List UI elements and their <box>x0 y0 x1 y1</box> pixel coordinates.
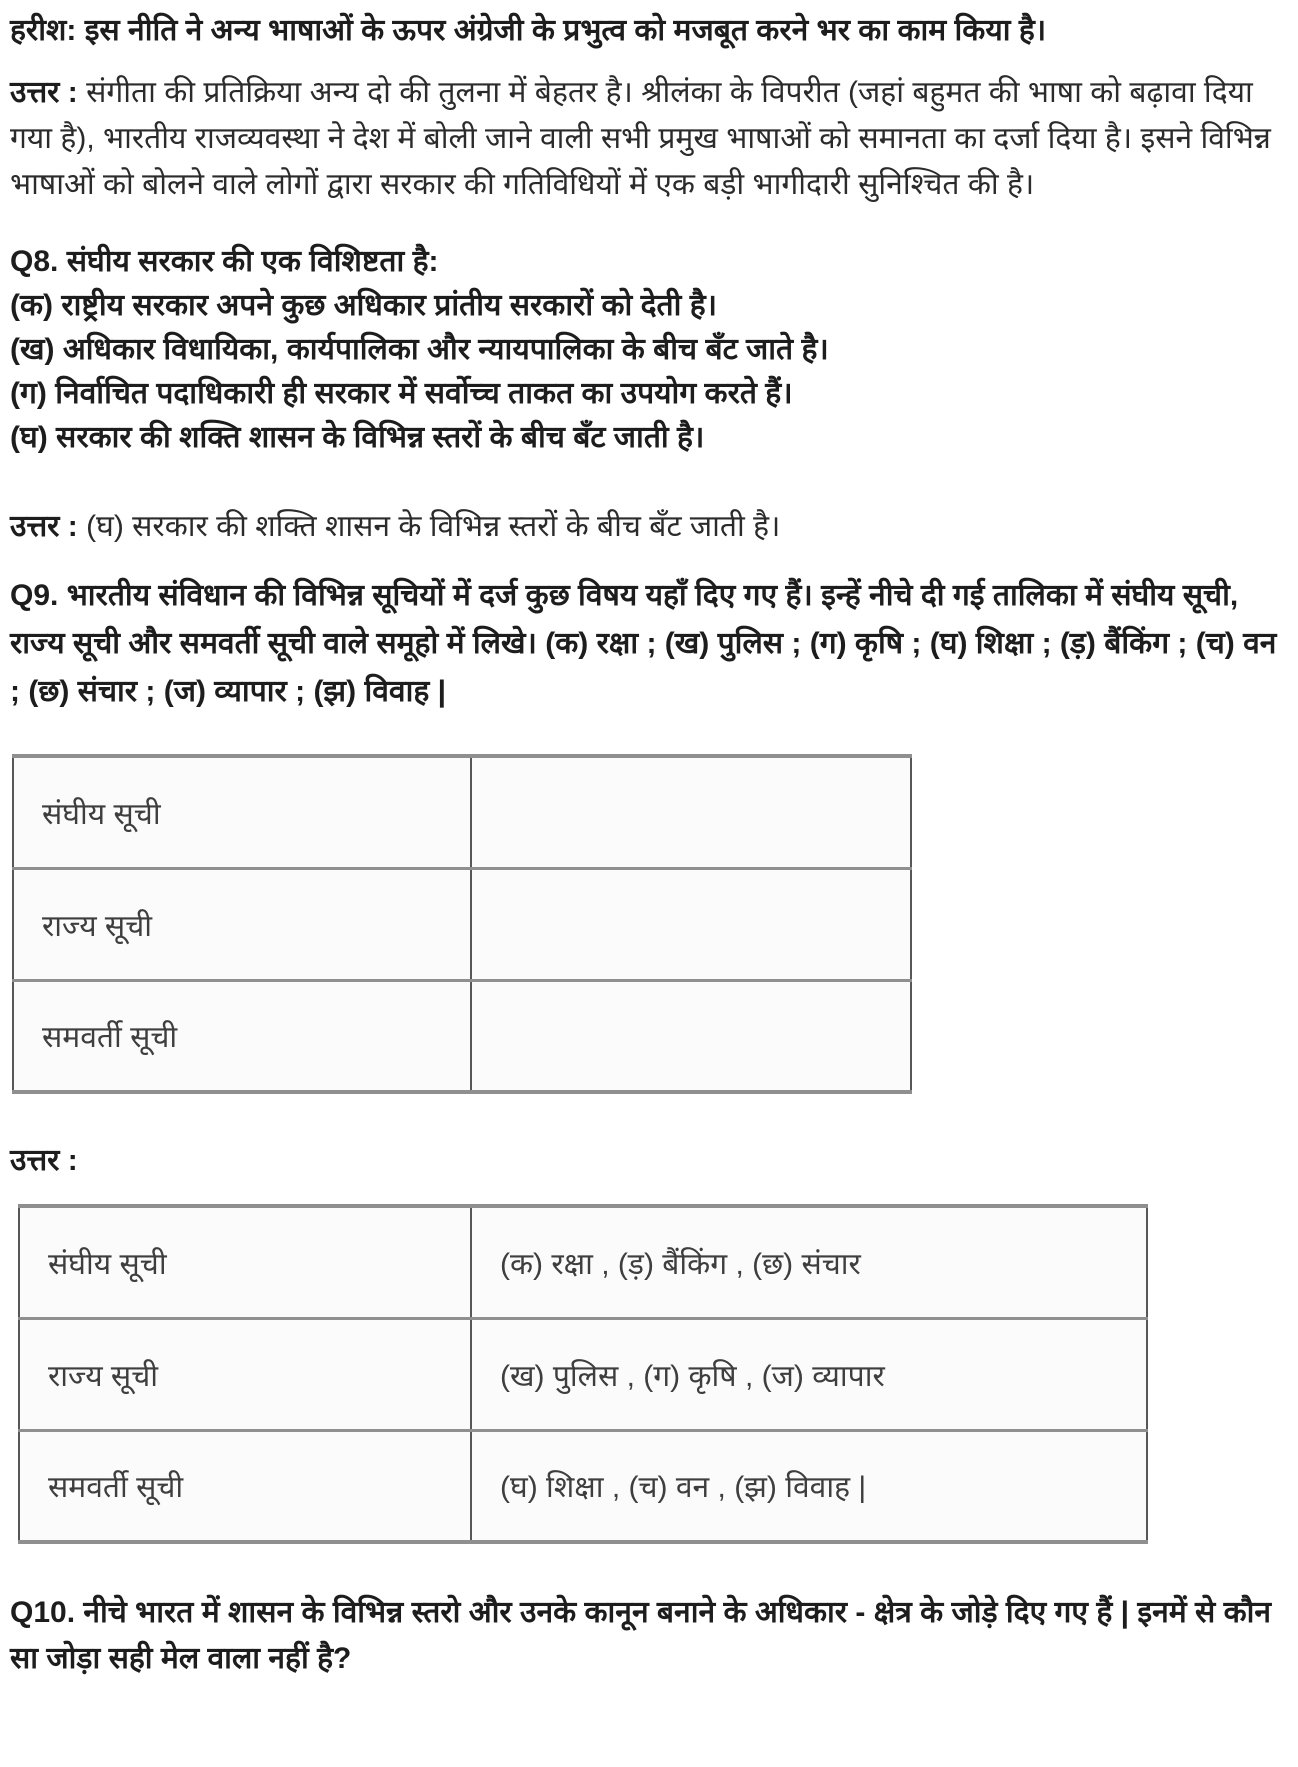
q9-question: Q9. भारतीय संविधान की विभिन्न सूचियों में दर्ज कुछ विषय यहाँ दिए गए हैं। इन्हें नीचे दी गई तालिका में संघीय सूची, राज्य सूची और समवर्ती सूची वाले समूहो में लिखे। (क) रक्षा ; (ख) पुलिस ; (ग) कृषि ; (घ) शिक्षा ; (ड़) बैंकिंग ; (च) वन ; (छ) संचार ; (ज) व्यापार ; (झ) विवाह | <box>10 579 1277 708</box>
q7-answer-text: संगीता की प्रतिक्रिया अन्य दो की तुलना में बेहतर है। श्रीलंका के विपरीत (जहां बहुमत की भाषा को बढ़ावा दिया गया है), भारतीय राजव्यवस्था ने देश में बोली जाने वाली सभी प्रमुख भाषाओं को समानता का दर्जा दिया है। इसने विभिन्न भाषाओं को बोलने वाले लोगों द्वारा सरकार की गतिविधियों में एक बड़ी भागीदारी सुनिश्चित की है। <box>10 76 1271 201</box>
q8-option-gha: (घ) सरकार की शक्ति शासन के विभिन्न स्तरों के बीच बँट जाती है। <box>10 421 705 454</box>
blank-table-empty-cell <box>471 980 911 1092</box>
blank-table-empty-cell <box>471 756 911 868</box>
q8-option-ka: (क) राष्ट्रीय सरकार अपने कुछ अधिकार प्रांतीय सरकारों को देती है। <box>10 289 718 322</box>
table-row <box>13 980 911 1092</box>
table-row <box>19 1430 1147 1542</box>
answer-table-row-label-federal-list: संघीय सूची <box>19 1206 471 1318</box>
harish-statement: हरीश: इस नीति ने अन्य भाषाओं के ऊपर अंग्रेजी के प्रभुत्व को मजबूत करने भर का काम किया है। <box>10 14 1047 47</box>
table-row <box>13 756 911 868</box>
blank-table-row-label-concurrent-list: समवर्ती सूची <box>13 980 471 1092</box>
answer-table-row-label-concurrent-list: समवर्ती सूची <box>19 1430 471 1542</box>
answer-table-items-state-list: (ख) पुलिस , (ग) कृषि , (ज) व्यापार <box>471 1318 1147 1430</box>
answer-table-items-concurrent-list: (घ) शिक्षा , (च) वन , (झ) विवाह | <box>471 1430 1147 1542</box>
blank-table-row-label-federal-list: संघीय सूची <box>13 756 471 868</box>
q7-answer-label: उत्तर : <box>10 76 78 109</box>
q8-option-ga: (ग) निर्वाचित पदाधिकारी ही सरकार में सर्वोच्च ताकत का उपयोग करते हैं। <box>10 377 793 410</box>
q8-block <box>10 240 1284 460</box>
q8-question: Q8. संघीय सरकार की एक विशिष्टता है: <box>10 245 439 278</box>
blank-table-empty-cell <box>471 868 911 980</box>
table-row <box>13 868 911 980</box>
table-row <box>19 1318 1147 1430</box>
q8-option-kha: (ख) अधिकार विधायिका, कार्यपालिका और न्यायपालिका के बीच बँट जाते है। <box>10 333 829 366</box>
blank-classification-table <box>12 754 912 1094</box>
answer-table-row-label-state-list: राज्य सूची <box>19 1318 471 1430</box>
answer-table-items-federal-list: (क) रक्षा , (ड़) बैंकिंग , (छ) संचार <box>471 1206 1147 1318</box>
q10-question: Q10. नीचे भारत में शासन के विभिन्न स्तरो और उनके कानून बनाने के अधिकार - क्षेत्र के जोड़े दिए गए हैं | इनमें से कौन सा जोड़ा सही मेल वाला नहीं है? <box>10 1596 1272 1675</box>
q9-answer-label: उत्तर : <box>10 1144 78 1177</box>
q7-answer-paragraph <box>10 70 1284 208</box>
q8-answer-paragraph <box>10 504 1284 550</box>
blank-table-row-label-state-list: राज्य सूची <box>13 868 471 980</box>
table-row <box>19 1206 1147 1318</box>
q8-answer-text: (घ) सरकार की शक्ति शासन के विभिन्न स्तरों के बीच बँट जाती है। <box>86 510 781 543</box>
q8-answer-label: उत्तर : <box>10 510 78 543</box>
answer-classification-table <box>18 1204 1148 1544</box>
